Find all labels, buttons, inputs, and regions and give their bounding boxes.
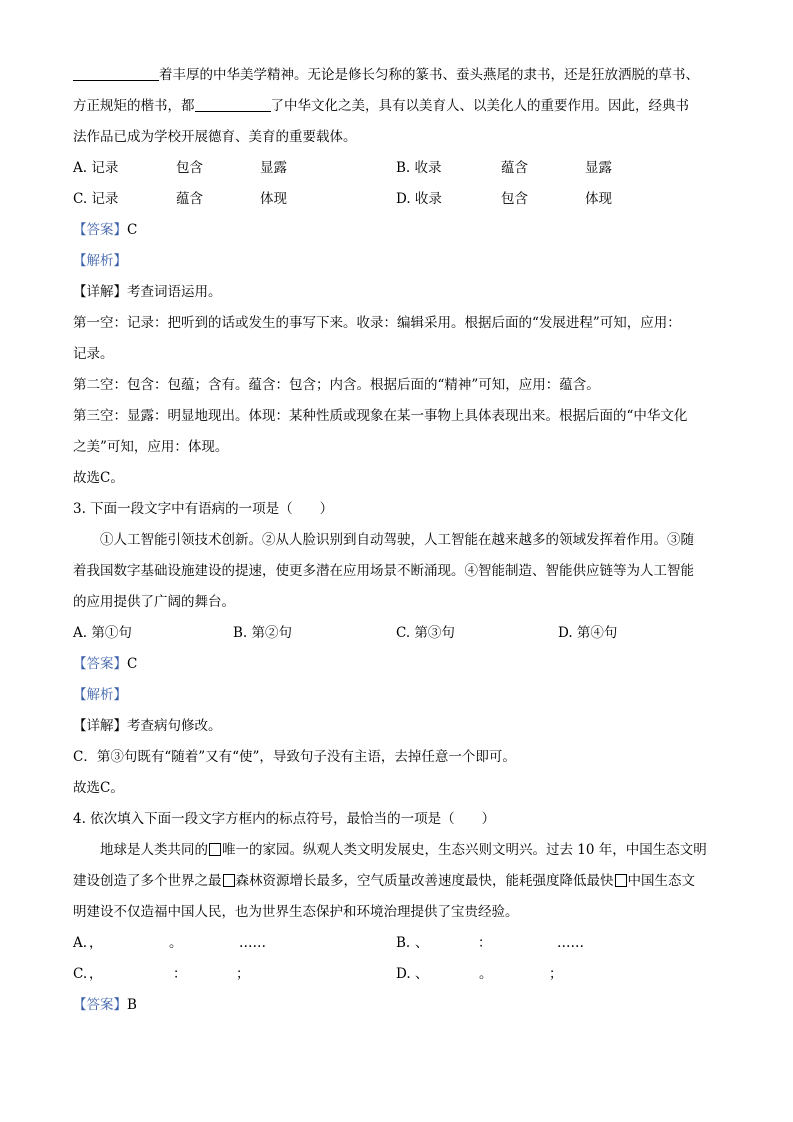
q4-option-d-mark2: 。 [479, 966, 493, 982]
q2-passage-line-2 [73, 91, 723, 122]
q4-option-a-mark3: …… [239, 935, 266, 951]
q4-option-d-mark1: 、 [415, 966, 429, 982]
q3-option-b: B. 第②句 [233, 625, 293, 641]
q4-option-c-mark1: ， [89, 966, 103, 982]
q3-passage-1 [73, 525, 723, 556]
q4-options-row-2 [73, 959, 723, 990]
q4-passage-text-2b: 森林资源增长最多，空气质量改善速度最快，能耗强度降低最快 [235, 873, 614, 889]
q2-option-b-word3: 显露 [585, 160, 612, 176]
q2-conclusion-text: 故选C。 [73, 470, 124, 486]
q4-option-c-label: C. [73, 966, 88, 982]
q2-option-a-word3: 显露 [260, 160, 287, 176]
q2-exp-1a-text: 第一空：记录：把听到的话或发生的事写下来。收录：编辑采用。根据后面的“发展进程”可知，应用： [73, 315, 681, 331]
document-page [73, 60, 723, 1021]
q4-option-d-label: D. [396, 966, 411, 982]
q2-passage-text-3: 法作品已成为学校开展德育、美育的重要载体。 [73, 129, 357, 145]
q2-option-a-word2: 包含 [176, 160, 203, 176]
q2-option-d-word1: D. 收录 [396, 191, 442, 207]
q4-option-a-label: A. [73, 935, 88, 951]
q2-explanation-1b [73, 339, 723, 370]
q2-exp-3b-text: 之美”可知，应用：体现。 [73, 439, 229, 455]
q2-analysis-tag: 【解析】 [73, 253, 127, 269]
q3-detail-line [73, 711, 723, 742]
q3-option-d: D. 第④句 [558, 625, 618, 641]
q2-passage-line-3 [73, 122, 723, 153]
q3-stem-text: 3. 下面一段文字中有语病的一项是（ ） [73, 501, 334, 517]
q4-option-a-mark1: ， [89, 935, 103, 951]
q2-analysis-line [73, 246, 723, 277]
q4-passage-1 [73, 835, 723, 866]
q3-answer-line [73, 649, 723, 680]
q4-option-b-mark2: ： [478, 935, 492, 951]
q2-explanation-3b [73, 432, 723, 463]
q4-answer-tag: 【答案】 [73, 997, 127, 1013]
q2-options-row-2 [73, 184, 723, 215]
punctuation-box-3 [615, 874, 627, 887]
q2-detail-text: 考查词语运用。 [127, 284, 222, 300]
q2-detail-line [73, 277, 723, 308]
q3-option-c: C. 第③句 [396, 625, 455, 641]
q3-detail-tag: 【详解】 [73, 718, 127, 734]
q2-option-a-word1: A. 记录 [73, 160, 119, 176]
q2-option-c-word1: C. 记录 [73, 191, 119, 207]
q3-stem [73, 494, 723, 525]
q3-passage-text-3: 的应用提供了广阔的舞台。 [73, 594, 235, 610]
q2-detail-tag: 【详解】 [73, 284, 127, 300]
q2-conclusion [73, 463, 723, 494]
fill-blank-3 [195, 96, 271, 112]
q3-analysis-tag: 【解析】 [73, 687, 127, 703]
q3-options-row [73, 618, 723, 649]
q2-options-row-1 [73, 153, 723, 184]
q3-passage-text-2: 着我国数字基础设施建设的提速，使更多潜在应用场景不断涌现。④智能制造、智能供应链等为人工智能 [73, 563, 694, 579]
q4-passage-3 [73, 897, 723, 928]
q2-option-b-word1: B. 收录 [396, 160, 442, 176]
q4-passage-text-1b: 唯一的家园。纵观人类文明发展史，生态兴则文明兴。过去 10 年，中国生态文明 [222, 842, 707, 858]
q4-passage-2 [73, 866, 723, 897]
q4-stem [73, 804, 723, 835]
q3-analysis-line [73, 680, 723, 711]
q3-answer-value: C [127, 656, 138, 672]
q4-stem-text: 4. 依次填入下面一段文字方框内的标点符号，最恰当的一项是（ ） [73, 811, 496, 827]
q4-option-b-mark1: 、 [415, 935, 429, 951]
q3-answer-tag: 【答案】 [73, 656, 127, 672]
q2-exp-3a-text: 第三空：显露：明显地现出。体现：某种性质或现象在某一事物上具体表现出来。根据后面的“中华文化 [73, 408, 688, 424]
q4-option-c-mark2: ： [173, 966, 187, 982]
fill-blank-1 [73, 65, 159, 81]
q4-option-b-mark3: …… [557, 935, 584, 951]
q4-passage-text-1a: 地球是人类共同的 [100, 842, 208, 858]
q3-passage-2 [73, 556, 723, 587]
q2-option-b-word2: 蕴含 [501, 160, 528, 176]
q2-exp-1b-text: 记录。 [73, 346, 114, 362]
q4-passage-text-3: 明建设不仅造福中国人民，也为世界生态保护和环境治理提供了宝贵经验。 [73, 904, 519, 920]
q2-answer-line [73, 215, 723, 246]
q3-passage-text-1: ①人工智能引领技术创新。②从人脸识别到自动驾驶，人工智能在越来越多的领域发挥着作用。③随 [100, 532, 694, 548]
q2-answer-value: C [127, 222, 138, 238]
q2-explanation-3a [73, 401, 723, 432]
q2-explanation-1a [73, 308, 723, 339]
q3-conclusion [73, 773, 723, 804]
q2-passage-line-1 [73, 60, 723, 91]
q3-detail-text: 考查病句修改。 [127, 718, 222, 734]
q3-explanation [73, 742, 723, 773]
punctuation-box-1 [209, 843, 221, 856]
q4-option-d-mark3: ； [549, 966, 563, 982]
q2-passage-text-2b: 了中华文化之美，具有以美育人、以美化人的重要作用。因此，经典书 [270, 98, 689, 114]
q2-answer-tag: 【答案】 [73, 222, 127, 238]
q2-passage-text-2a: 方正规矩的楷书，都 [73, 98, 195, 114]
punctuation-box-2 [223, 874, 235, 887]
q2-option-d-word3: 体现 [585, 191, 612, 207]
q2-passage-text-1: 着丰厚的中华美学精神。无论是修长匀称的篆书、蚕头燕尾的隶书，还是狂放洒脱的草书、 [159, 67, 699, 83]
q2-option-d-word2: 包含 [501, 191, 528, 207]
q4-option-a-mark2: 。 [169, 935, 183, 951]
q4-answer-line [73, 990, 723, 1021]
q4-options-row-1 [73, 928, 723, 959]
q2-exp-2-text: 第二空：包含：包蕴；含有。蕴含：包含；内含。根据后面的“精神”可知，应用：蕴含。 [73, 377, 600, 393]
q2-explanation-2 [73, 370, 723, 401]
q4-passage-text-2c: 中国生态文 [627, 873, 695, 889]
q2-option-c-word2: 蕴含 [176, 191, 203, 207]
q3-explanation-text: C．第③句既有“随着”又有“使”，导致句子没有主语，去掉任意一个即可。 [73, 749, 516, 765]
q4-passage-text-2a: 建设创造了多个世界之最 [73, 873, 222, 889]
q3-option-a: A. 第①句 [73, 625, 132, 641]
q4-option-c-mark3: ； [236, 966, 250, 982]
q2-option-c-word3: 体现 [260, 191, 287, 207]
q4-option-b-label: B. [396, 935, 411, 951]
q3-passage-3 [73, 587, 723, 618]
q3-conclusion-text: 故选C。 [73, 780, 124, 796]
q4-answer-value: B [127, 997, 137, 1013]
